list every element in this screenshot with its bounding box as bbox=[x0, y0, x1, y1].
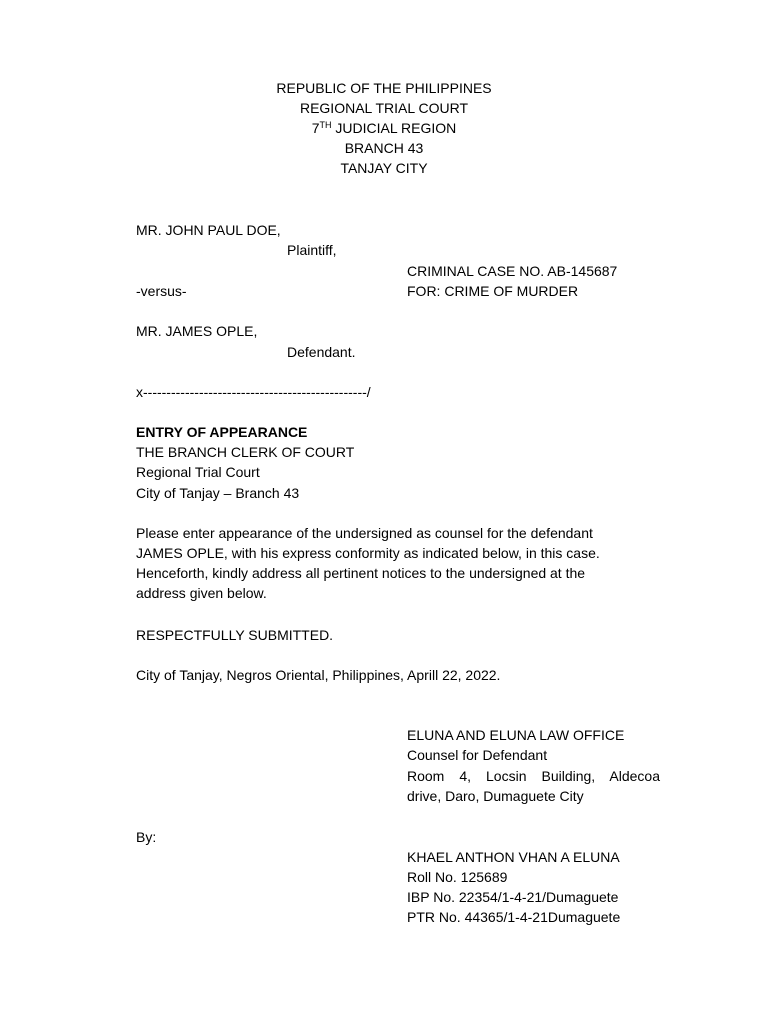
header-city: TANJAY CITY bbox=[340, 160, 428, 176]
body-paragraph-line: address given below. bbox=[136, 585, 267, 601]
document-title: ENTRY OF APPEARANCE bbox=[136, 424, 308, 440]
plaintiff-role: Plaintiff, bbox=[287, 242, 337, 258]
header-region-number: 7 bbox=[311, 120, 320, 136]
counsel-address-line-2: drive, Daro, Dumaguete City bbox=[407, 788, 584, 804]
versus-label: -versus- bbox=[136, 283, 187, 299]
respectfully-submitted: RESPECTFULLY SUBMITTED. bbox=[136, 627, 334, 643]
case-charge: FOR: CRIME OF MURDER bbox=[407, 283, 579, 299]
defendant-name: MR. JAMES OPLE, bbox=[136, 323, 258, 339]
caption-separator: x------------------------------------------------/ bbox=[136, 384, 371, 400]
plaintiff-name: MR. JOHN PAUL DOE, bbox=[136, 222, 281, 238]
header-region bbox=[0, 118, 768, 138]
place-and-date: City of Tanjay, Negros Oriental, Philippines, Aprill 22, 2022. bbox=[136, 667, 501, 683]
addressee-line-2: Regional Trial Court bbox=[136, 464, 260, 480]
header-branch: BRANCH 43 bbox=[344, 140, 424, 156]
counsel-address bbox=[407, 766, 660, 806]
body-paragraph-line: Henceforth, kindly address all pertinent notices to the undersigned at the bbox=[136, 565, 586, 581]
law-firm-name: ELUNA AND ELUNA LAW OFFICE bbox=[407, 727, 625, 743]
counsel-role: Counsel for Defendant bbox=[407, 747, 548, 763]
roll-number: Roll No. 125689 bbox=[407, 869, 508, 885]
body-paragraph bbox=[136, 523, 660, 603]
header-region-text: JUDICIAL REGION bbox=[331, 120, 457, 136]
case-number: CRIMINAL CASE NO. AB-145687 bbox=[407, 263, 618, 279]
body-paragraph-line: JAMES OPLE, with his express conformity as indicated below, in this case. bbox=[136, 545, 600, 561]
attorney-name: KHAEL ANTHON VHAN A ELUNA bbox=[407, 849, 620, 865]
by-label: By: bbox=[136, 829, 157, 845]
defendant-role: Defendant. bbox=[287, 344, 356, 360]
body-paragraph-line: Please enter appearance of the undersigned as counsel for the defendant bbox=[136, 525, 593, 541]
ibp-number: IBP No. 22354/1-4-21/Dumaguete bbox=[407, 889, 619, 905]
header-region-suffix: TH bbox=[319, 120, 332, 130]
addressee-line-1: THE BRANCH CLERK OF COURT bbox=[136, 444, 355, 460]
header-court: REGIONAL TRIAL COURT bbox=[299, 100, 469, 116]
addressee-line-3: City of Tanjay – Branch 43 bbox=[136, 485, 300, 501]
header-republic: REPUBLIC OF THE PHILIPPINES bbox=[276, 80, 492, 96]
counsel-address-line-1: Room 4, Locsin Building, Aldecoa bbox=[407, 768, 660, 784]
ptr-number: PTR No. 44365/1-4-21Dumaguete bbox=[407, 909, 621, 925]
